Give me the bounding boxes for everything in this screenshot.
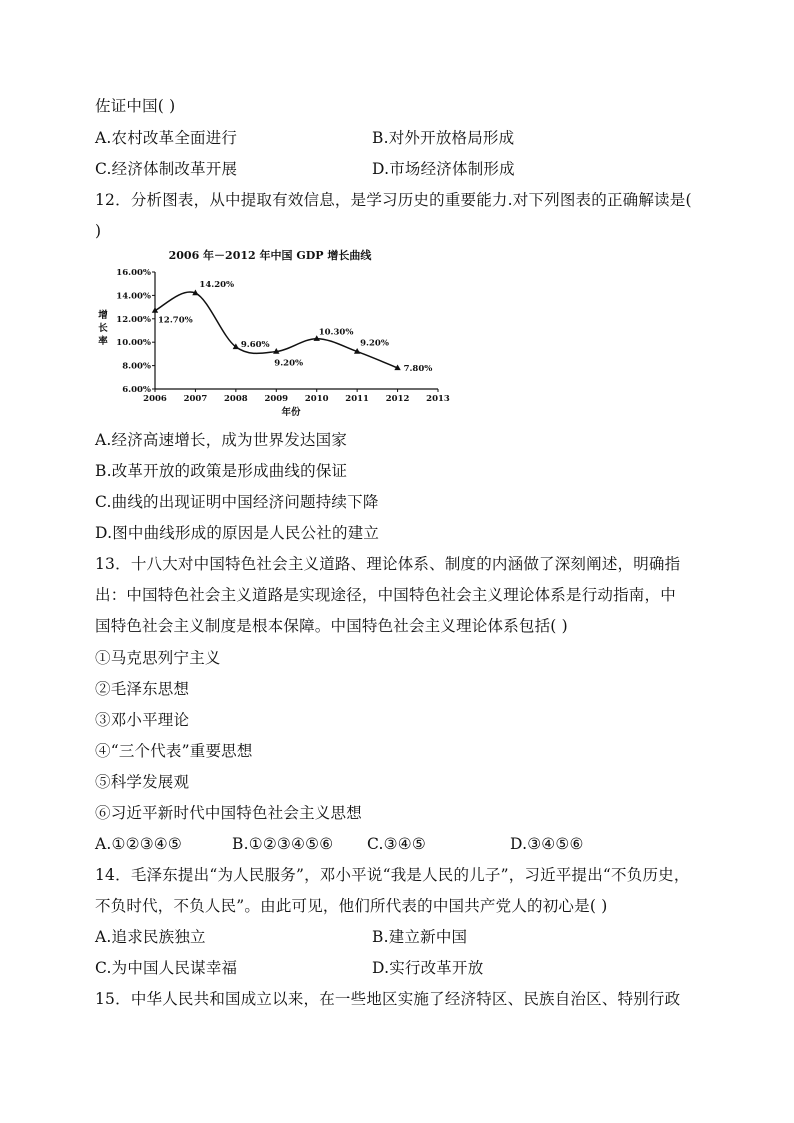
data-label: 10.30% — [318, 327, 354, 338]
q11-option-c[interactable]: C.经济体制改革开展 — [95, 160, 238, 178]
y-tick-label: 10.00% — [116, 338, 151, 349]
q15-stem-line1: 15．中华人民共和国成立以来，在一些地区实施了经济特区、民族自治区、特别行政 — [95, 990, 681, 1008]
x-tick-label: 2013 — [426, 394, 450, 404]
x-tick-label: 2010 — [304, 394, 329, 404]
q13-stem-line3: 国特色社会主义制度是根本保障。中国特色社会主义理论体系包括( ) — [95, 617, 568, 635]
x-tick-label: 2006 — [143, 394, 167, 404]
q13-option-c[interactable]: C.③④⑤ — [367, 835, 426, 853]
q14-option-c[interactable]: C.为中国人民谋幸福 — [95, 959, 238, 977]
q14-options-row1 — [95, 927, 695, 947]
q12-option-d[interactable]: D.图中曲线形成的原因是人民公社的建立 — [95, 524, 380, 542]
y-tick-label: 14.00% — [116, 291, 151, 302]
gdp-growth-chart — [95, 240, 465, 420]
q12-option-c[interactable]: C.曲线的出现证明中国经济问题持续下降 — [95, 493, 379, 511]
data-label: 12.70% — [158, 315, 193, 326]
q11-option-b[interactable]: B.对外开放格局形成 — [372, 129, 515, 147]
q13-item-5: ⑤科学发展观 — [95, 773, 190, 791]
q14-option-b[interactable]: B.建立新中国 — [372, 928, 468, 946]
y-tick-label: 16.00% — [116, 268, 151, 278]
q13-item-2: ②毛泽东思想 — [95, 680, 190, 698]
q11-option-a[interactable]: A.农村改革全面进行 — [95, 129, 238, 147]
y-axis-label-char: 增 — [98, 310, 108, 321]
q13-stem-line2: 出：中国特色社会主义道路是实现途径，中国特色社会主义理论体系是行动指南，中 — [95, 586, 676, 604]
y-tick-label: 6.00% — [122, 385, 151, 395]
q13-stem-line1: 13．十八大对中国特色社会主义道路、理论体系、制度的内涵做了深刻阐述，明确指 — [95, 555, 681, 573]
q14-stem-line2: 不负时代，不负人民”。由此可见，他们所代表的中国共产党人的初心是( ) — [95, 897, 608, 915]
q14-option-a[interactable]: A.追求民族独立 — [95, 928, 206, 946]
q11-options-row1 — [95, 128, 695, 148]
data-label: 9.20% — [274, 358, 304, 369]
q13-option-a[interactable]: A.①②③④⑤ — [95, 835, 182, 853]
q12-stem-line1: 12．分析图表，从中提取有效信息，是学习历史的重要能力.对下列图表的正确解读是( — [95, 191, 692, 209]
q12-option-a[interactable]: A.经济高速增长，成为世界发达国家 — [95, 431, 348, 449]
q13-option-b[interactable]: B.①②③④⑤⑥ — [232, 835, 334, 853]
q14-stem-line1: 14．毛泽东提出“为人民服务”，邓小平说“我是人民的儿子”，习近平提出“不负历史， — [95, 866, 690, 884]
x-tick-label: 2008 — [224, 394, 248, 404]
series-line — [155, 292, 398, 368]
x-axis-label: 年份 — [281, 407, 301, 418]
x-tick-label: 2012 — [385, 394, 410, 404]
q13-option-d[interactable]: D.③④⑤⑥ — [510, 835, 584, 853]
x-tick-label: 2011 — [345, 394, 369, 404]
q13-item-1: ①马克思列宁主义 — [95, 649, 221, 667]
y-tick-label: 12.00% — [116, 314, 151, 325]
y-axis-label-char: 率 — [98, 336, 108, 347]
x-tick-label: 2009 — [264, 394, 289, 404]
q11-option-d[interactable]: D.市场经济体制形成 — [372, 160, 515, 178]
data-label: 14.20% — [199, 280, 235, 291]
q13-item-4: ④“三个代表”重要思想 — [95, 742, 253, 760]
q11-stem-end: 佐证中国( ) — [95, 97, 176, 115]
q14-options-row2 — [95, 958, 695, 978]
data-label: 9.20% — [360, 338, 389, 349]
chart-title: 2006 年－2012 年中国 GDP 增长曲线 — [168, 249, 372, 262]
q11-options-row2 — [95, 159, 695, 179]
q14-option-d[interactable]: D.实行改革开放 — [372, 959, 484, 977]
gdp-chart-svg — [95, 240, 465, 420]
q13-item-6: ⑥习近平新时代中国特色社会主义思想 — [95, 804, 362, 822]
x-tick-label: 2007 — [183, 394, 208, 404]
q13-item-3: ③邓小平理论 — [95, 711, 190, 729]
q12-option-b[interactable]: B.改革开放的政策是形成曲线的保证 — [95, 462, 348, 480]
data-label: 9.60% — [240, 339, 270, 350]
q12-stem-line2: ) — [95, 222, 102, 240]
data-label: 7.80% — [403, 363, 433, 374]
y-tick-label: 8.00% — [122, 361, 151, 372]
y-axis-label-char: 长 — [98, 323, 108, 334]
